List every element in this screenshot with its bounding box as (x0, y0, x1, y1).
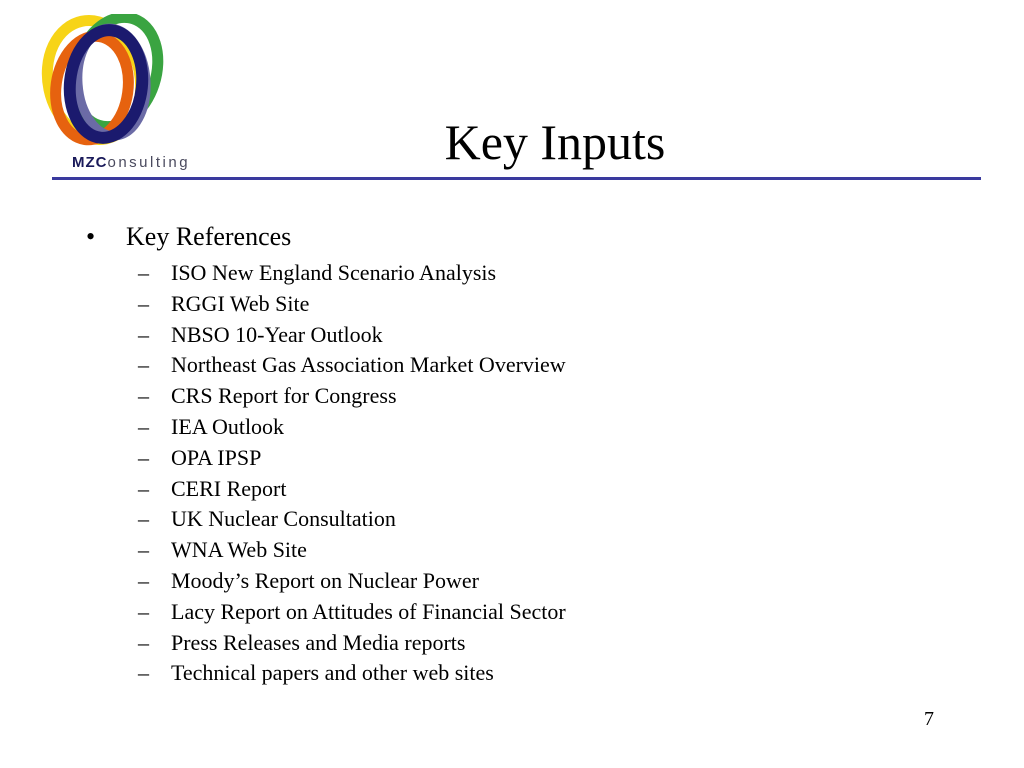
slide-title: Key Inputs (444, 114, 666, 170)
list-item (86, 350, 966, 381)
list-item (86, 443, 966, 474)
dash-icon: – (138, 383, 149, 409)
dash-icon: – (138, 321, 149, 347)
dash-icon: – (138, 629, 149, 655)
page-number: 7 (924, 708, 934, 730)
list-item-text: Technical papers and other web sites (171, 660, 494, 686)
dash-icon: – (138, 444, 149, 470)
list-item (86, 628, 966, 659)
list-item-text: Press Releases and Media reports (171, 629, 466, 655)
list-item (86, 320, 966, 351)
dash-icon: – (138, 598, 149, 624)
list-item (86, 381, 966, 412)
list-item-text: CRS Report for Congress (171, 383, 397, 409)
dash-icon: – (138, 660, 149, 686)
list-item-text: Lacy Report on Attitudes of Financial Sector (171, 598, 566, 624)
list-item-text: NBSO 10-Year Outlook (171, 321, 383, 347)
dash-icon: – (138, 475, 149, 501)
list-item (86, 258, 966, 289)
list-item (86, 504, 966, 535)
list-item-text: UK Nuclear Consultation (171, 506, 396, 532)
list-item (86, 597, 966, 628)
list-item-text: RGGI Web Site (171, 290, 310, 316)
list-item-text: WNA Web Site (171, 537, 307, 563)
list-item-text: Moody’s Report on Nuclear Power (171, 567, 479, 593)
references-list (86, 258, 966, 689)
list-item (86, 658, 966, 689)
list-item-text: IEA Outlook (171, 413, 285, 439)
bullet-icon: • (86, 222, 96, 251)
dash-icon: – (138, 567, 149, 593)
list-item (86, 566, 966, 597)
logo-rings-icon (34, 14, 244, 154)
list-item (86, 535, 966, 566)
dash-icon: – (138, 290, 149, 316)
list-item-text: CERI Report (171, 475, 287, 501)
list-item-text: OPA IPSP (171, 444, 262, 470)
bullet-key-references (86, 222, 966, 258)
list-item (86, 289, 966, 320)
dash-icon: – (138, 537, 149, 563)
title-divider (52, 177, 981, 180)
list-item (86, 412, 966, 443)
dash-icon: – (138, 413, 149, 439)
dash-icon: – (138, 352, 149, 378)
list-item-text: Northeast Gas Association Market Overview (171, 352, 566, 378)
list-item-text: ISO New England Scenario Analysis (171, 260, 497, 285)
bullet-label: Key References (126, 222, 292, 251)
list-item (86, 474, 966, 505)
logo-wordmark: MZConsulting (72, 154, 191, 171)
dash-icon: – (138, 260, 149, 285)
mzconsulting-logo (34, 14, 244, 179)
slide-body (86, 222, 966, 689)
dash-icon: – (138, 506, 149, 532)
